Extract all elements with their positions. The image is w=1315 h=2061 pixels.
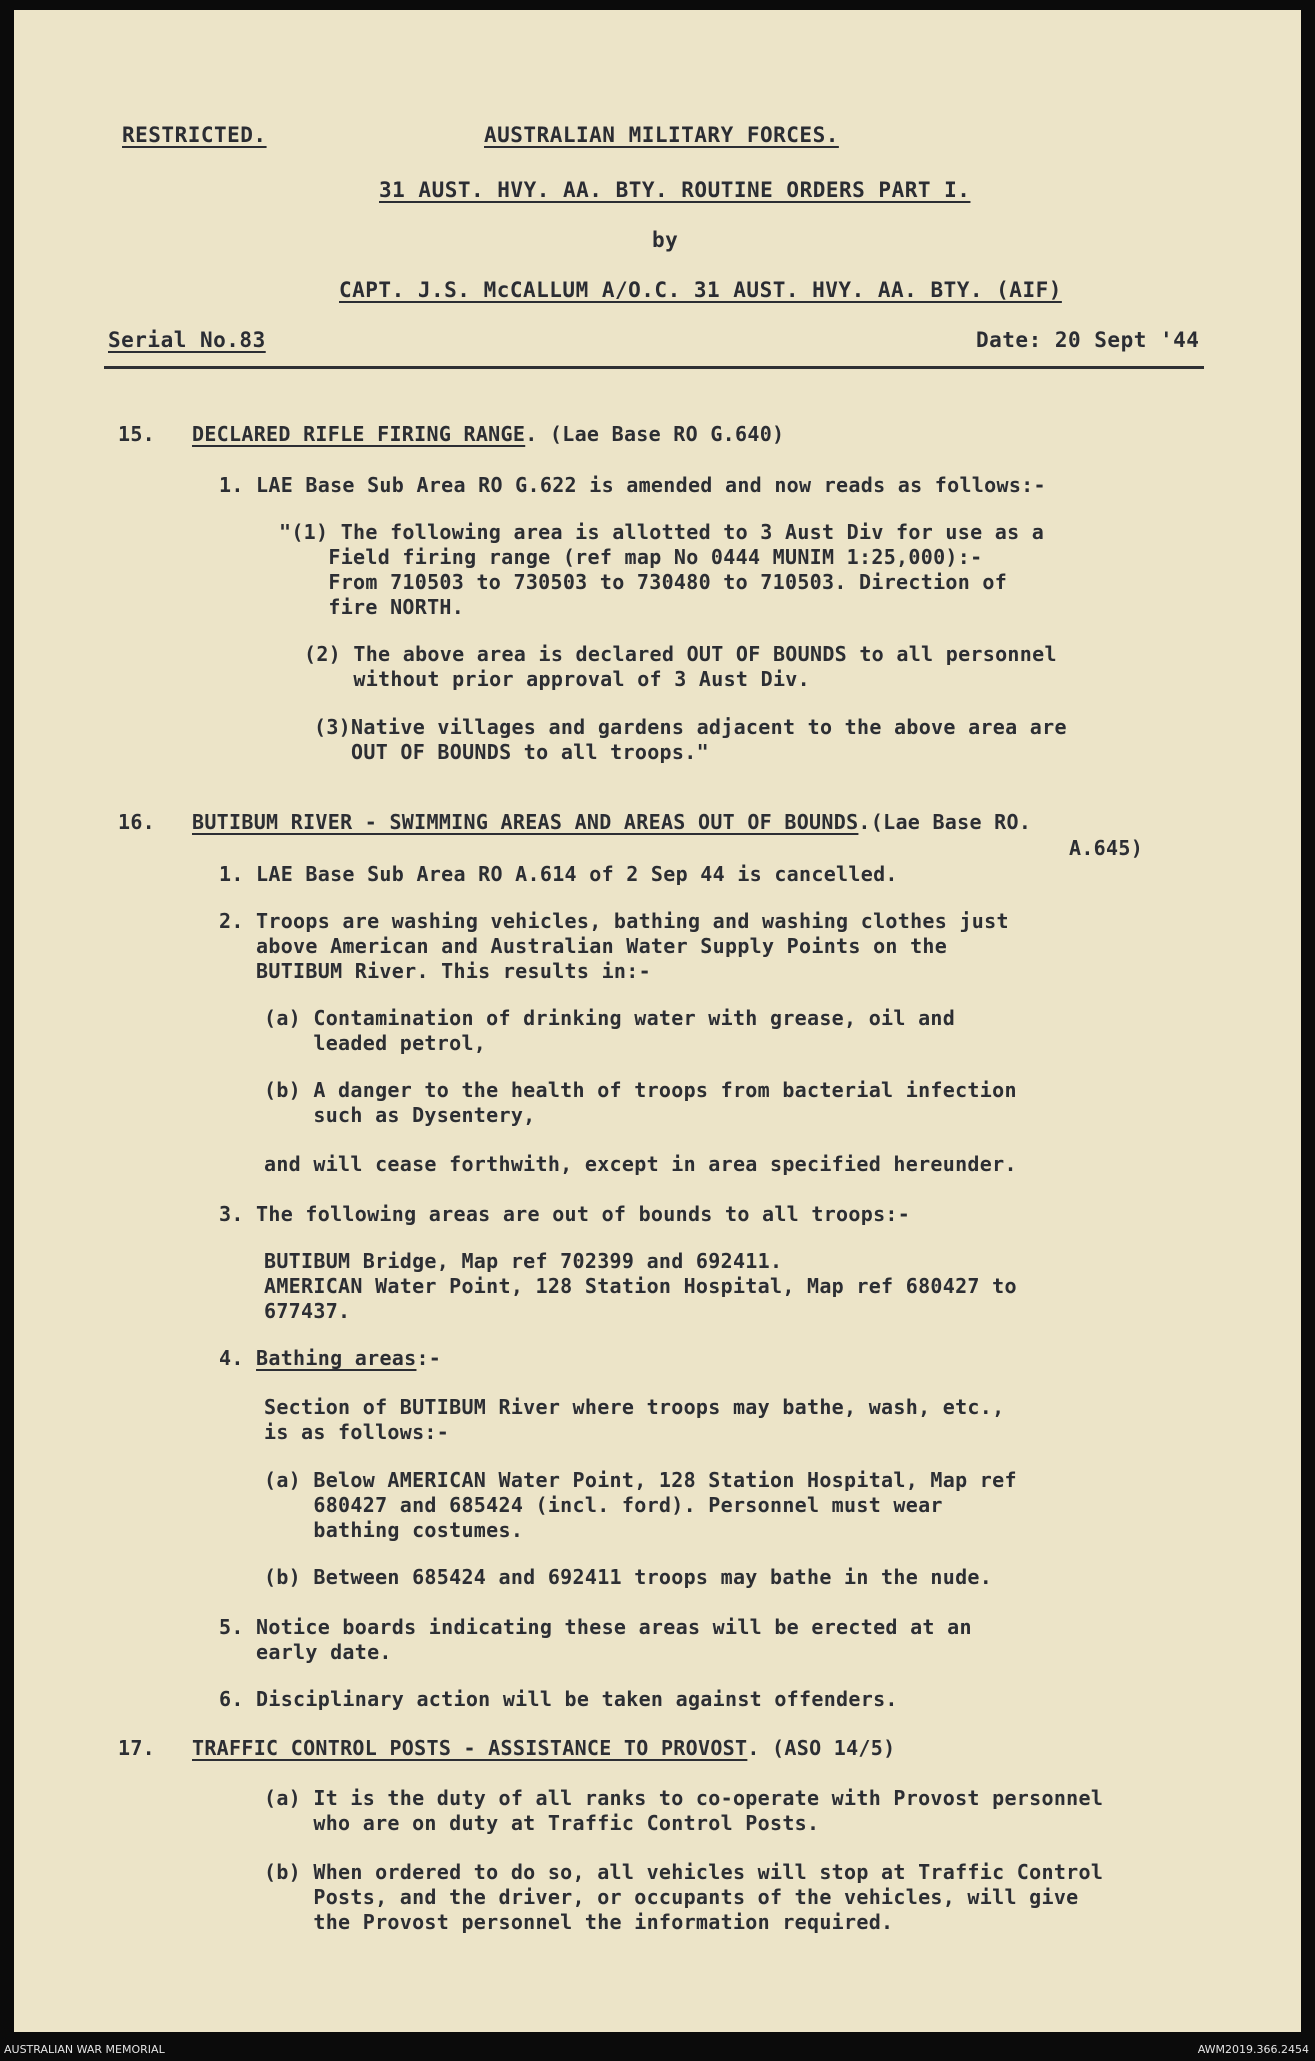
section-17-number: 17. xyxy=(118,1736,156,1760)
section-16-para-2b: (b) A danger to the health of troops from bacterial infection such as Dysentery, xyxy=(264,1078,1017,1127)
footer-credit: AUSTRALIAN WAR MEMORIAL xyxy=(4,2043,165,2056)
section-16-para-3-locations: BUTIBUM Bridge, Map ref 702399 and 692411. AMERICAN Water Point, 128 Station Hospital, Map ref 680427 to 677437. xyxy=(264,1249,1017,1323)
section-16-para-4-number: 4. xyxy=(219,1346,257,1370)
organization-title: AUSTRALIAN MILITARY FORCES. xyxy=(484,123,839,147)
section-15-para-1: 1. LAE Base Sub Area RO G.622 is amended and now reads as follows:- xyxy=(219,473,1046,497)
orders-title: 31 AUST. HVY. AA. BTY. ROUTINE ORDERS PART I. xyxy=(379,178,971,202)
section-16-para-3: 3. The following areas are out of bounds to all troops:- xyxy=(219,1202,911,1226)
section-15-heading xyxy=(192,422,784,447)
section-16-para-2c: and will cease forthwith, except in area specified hereunder. xyxy=(264,1152,1017,1176)
section-17-ref: . (ASO 14/5) xyxy=(747,1736,896,1760)
section-16-title: BUTIBUM RIVER - SWIMMING AREAS AND AREAS OUT OF BOUNDS xyxy=(192,810,859,834)
section-16-heading xyxy=(192,810,1031,835)
section-17-title: TRAFFIC CONTROL POSTS - ASSISTANCE TO PROVOST xyxy=(192,1736,748,1760)
section-15-title: DECLARED RIFLE FIRING RANGE xyxy=(192,422,526,446)
section-16-para-4b: (b) Between 685424 and 692411 troops may bathe in the nude. xyxy=(264,1565,993,1589)
document-page xyxy=(14,10,1301,2032)
by-label: by xyxy=(652,228,679,252)
section-15-quote-1: "(1) The following area is allotted to 3 Aust Div for use as a Field firing range (ref map No 0444 MUNIM 1:25,000):- From 710503 to 730503 to 730480 to 710503. Direction of fire NORTH. xyxy=(279,520,1045,619)
section-16-para-6: 6. Disciplinary action will be taken against offenders. xyxy=(219,1687,898,1711)
section-17-para-a: (a) It is the duty of all ranks to co-operate with Provost personnel who are on duty at Traffic Control Posts. xyxy=(264,1786,1104,1835)
section-17-heading xyxy=(192,1736,895,1761)
section-16-number: 16. xyxy=(118,810,156,834)
section-15-ref: . (Lae Base RO G.640) xyxy=(525,422,785,446)
section-16-para-5: 5. Notice boards indicating these areas will be erected at an early date. xyxy=(219,1615,972,1664)
section-16-para-1: 1. LAE Base Sub Area RO A.614 of 2 Sep 44 is cancelled. xyxy=(219,862,898,886)
section-15-quote-3: (3)Native villages and gardens adjacent to the above area are OUT OF BOUNDS to all troops." xyxy=(314,715,1067,764)
bathing-areas-title: Bathing areas xyxy=(256,1346,417,1370)
serial-number: Serial No.83 xyxy=(108,328,266,352)
footer-accession-number: AWM2019.366.2454 xyxy=(1197,2043,1309,2056)
section-16-ref: .(Lae Base RO. xyxy=(858,810,1032,834)
section-15-quote-2: (2) The above area is declared OUT OF BOUNDS to all personnel without prior approval of 3 Aust Div. xyxy=(304,642,1057,691)
section-16-para-2: 2. Troops are washing vehicles, bathing and washing clothes just above American and Australian Water Supply Points on the BUTIBUM River. This results in:- xyxy=(219,909,1009,983)
section-16-ref-continued: A.645) xyxy=(1069,836,1144,860)
section-16-para-4-heading xyxy=(219,1346,441,1371)
section-17-para-b: (b) When ordered to do so, all vehicles will stop at Traffic Control Posts, and the driver, or occupants of the vehicles, will give the Provost personnel the information required. xyxy=(264,1860,1104,1934)
issued-by: CAPT. J.S. McCALLUM A/O.C. 31 AUST. HVY. AA. BTY. (AIF) xyxy=(339,278,1062,302)
section-15-number: 15. xyxy=(118,422,156,446)
classification-label: RESTRICTED. xyxy=(122,123,267,147)
section-16-para-4a: (a) Below AMERICAN Water Point, 128 Station Hospital, Map ref 680427 and 685424 (incl. ford). Personnel must wear bathing costumes. xyxy=(264,1468,1017,1542)
section-16-para-4-suffix: :- xyxy=(416,1346,442,1370)
section-16-para-4-intro: Section of BUTIBUM River where troops may bathe, wash, etc., is as follows:- xyxy=(264,1395,1005,1444)
header-divider xyxy=(104,366,1204,369)
order-date: Date: 20 Sept '44 xyxy=(976,328,1200,352)
section-16-para-2a: (a) Contamination of drinking water with grease, oil and leaded petrol, xyxy=(264,1006,956,1055)
